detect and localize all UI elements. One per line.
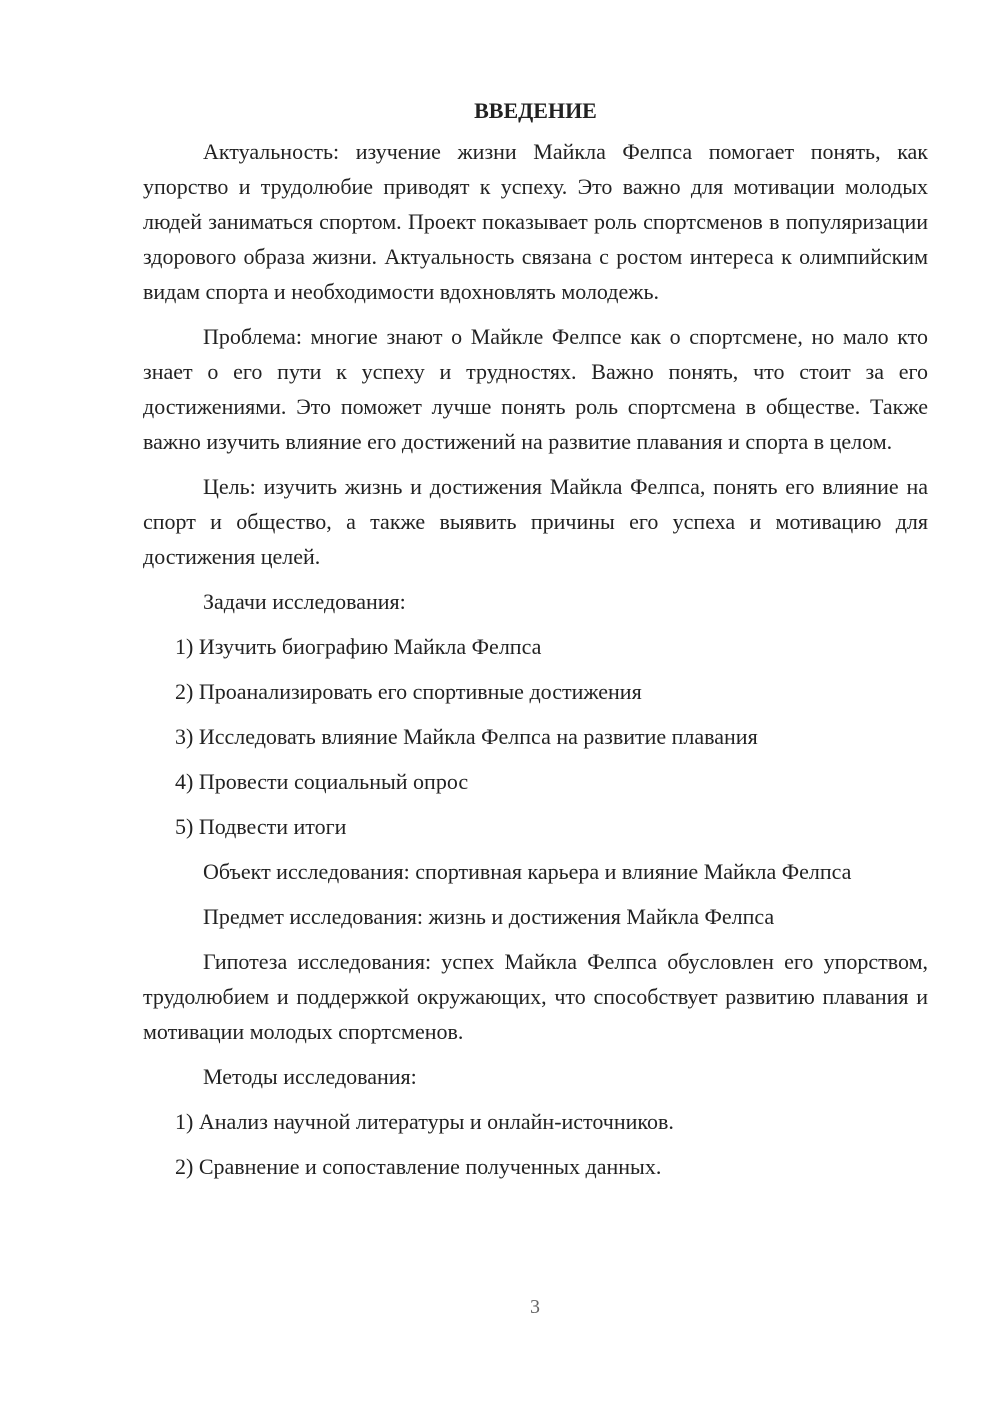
methods-heading: Методы исследования: (203, 1064, 417, 1089)
methods-list (143, 1104, 928, 1184)
relevance-paragraph: Актуальность: изучение жизни Майкла Фелпса помогает понять, как упорство и трудолюбие приводят к успеху. Это важно для мотивации молодых людей заниматься спортом. Проект показывает роль спортсменов в популяризации здорового образа жизни. Актуальность связана с ростом интереса к олимпийским видам спорта и необходимости вдохновлять молодежь. (143, 139, 928, 304)
list-item: 4) Провести социальный опрос (175, 769, 469, 794)
page-number: 3 (530, 1296, 540, 1318)
goal-paragraph: Цель: изучить жизнь и достижения Майкла Фелпса, понять его влияние на спорт и общество, а также выявить причины его успеха и мотивацию для достижения целей. (143, 474, 928, 569)
document-page (143, 96, 928, 1194)
tasks-heading: Задачи исследования: (203, 589, 406, 614)
list-item: 5) Подвести итоги (175, 814, 347, 839)
subject-paragraph: Предмет исследования: жизнь и достижения Майкла Фелпса (203, 904, 775, 929)
list-item: 2) Проанализировать его спортивные достижения (175, 679, 642, 704)
object-paragraph: Объект исследования: спортивная карьера и влияние Майкла Фелпса (203, 859, 852, 884)
list-item: 1) Анализ научной литературы и онлайн-источников. (175, 1109, 674, 1134)
problem-paragraph: Проблема: многие знают о Майкле Фелпсе как о спортсмене, но мало кто знает о его пути к успеху и трудностях. Важно понять, что стоит за его достижениями. Это поможет лучше понять роль спортсмена в обществе. Также важно изучить влияние его достижений на развитие плавания и спорта в целом. (143, 324, 928, 454)
list-item: 2) Сравнение и сопоставление полученных данных. (175, 1154, 662, 1179)
list-item: 1) Изучить биографию Майкла Фелпса (175, 634, 542, 659)
list-item: 3) Исследовать влияние Майкла Фелпса на развитие плавания (175, 724, 758, 749)
page-title: ВВЕДЕНИЕ (474, 98, 597, 123)
tasks-list (143, 629, 928, 844)
hypothesis-paragraph: Гипотеза исследования: успех Майкла Фелпса обусловлен его упорством, трудолюбием и поддержкой окружающих, что способствует развитию плавания и мотивации молодых спортсменов. (143, 949, 928, 1044)
